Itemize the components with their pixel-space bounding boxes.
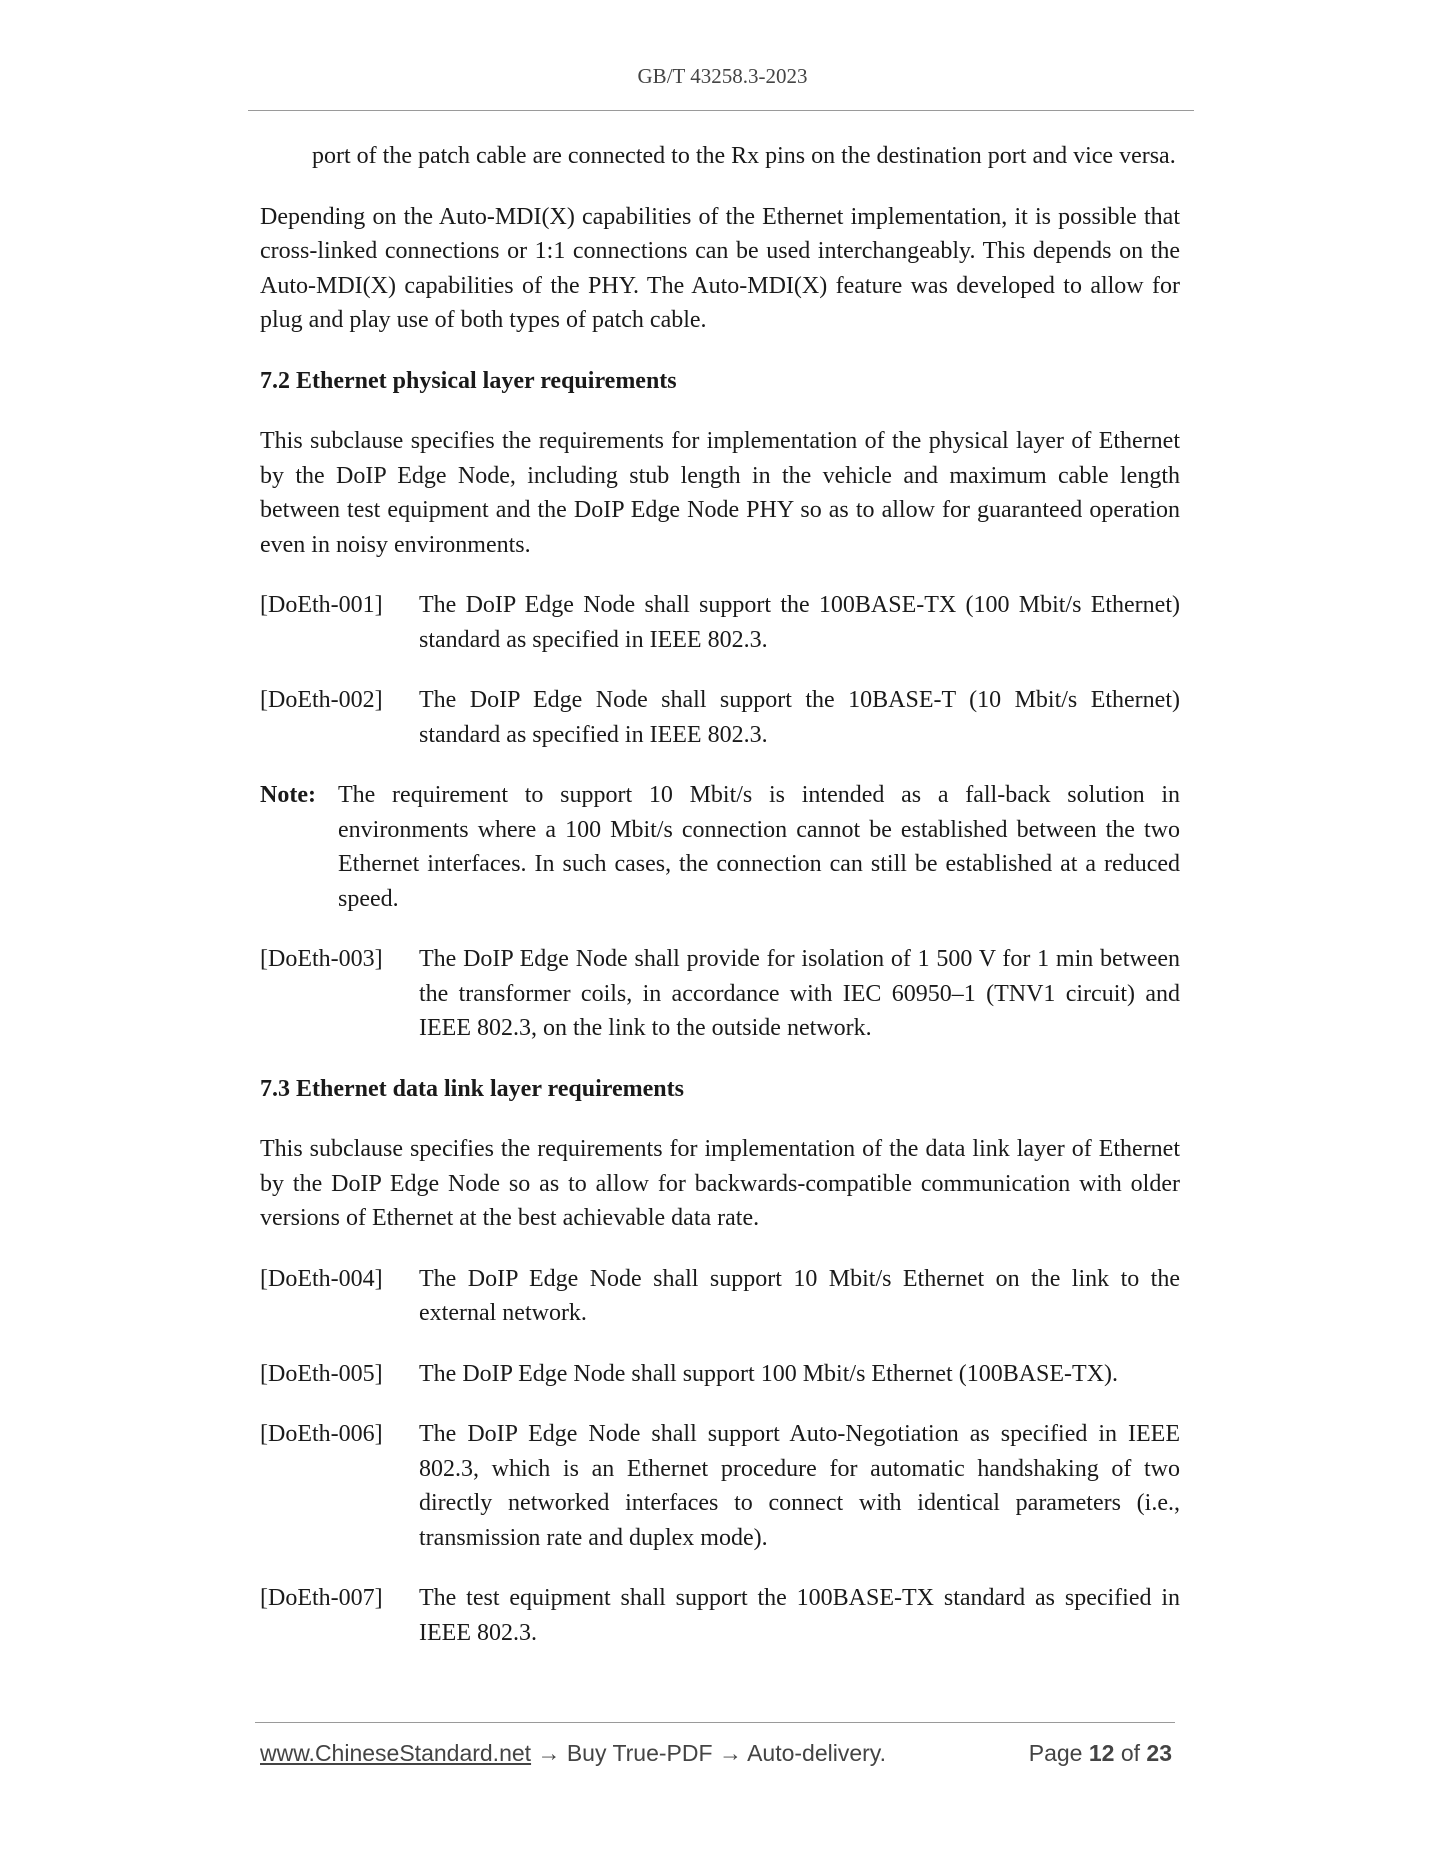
- arrow-icon: →: [718, 1740, 742, 1766]
- requirement-text: The DoIP Edge Node shall provide for isolation of 1 500 V for 1 min between the transformer coils, in accordance with IEC 60950–1 (TNV1 circuit) and IEEE 802.3, on the link to the outside network.: [419, 946, 1180, 1041]
- page-indicator: [1029, 1740, 1172, 1767]
- requirement-text: The DoIP Edge Node shall support the 10BASE-T (10 Mbit/s Ethernet) standard as specified in IEEE 802.3.: [419, 687, 1180, 748]
- requirement-doeth-003: [260, 942, 1180, 1046]
- requirement-text: The DoIP Edge Node shall support 100 Mbit/s Ethernet (100BASE-TX).: [419, 1360, 1119, 1387]
- requirement-text: The DoIP Edge Node shall support Auto-Negotiation as specified in IEEE 802.3, which is an Ethernet procedure for automatic handshaking of two directly networked interfaces to connect with identical parameters (i.e., transmission rate and duplex mode).: [419, 1421, 1180, 1551]
- continuation-paragraph: port of the patch cable are connected to the Rx pins on the destination port and vice versa.: [312, 143, 1176, 169]
- requirement-doeth-005: [260, 1357, 1180, 1392]
- section-7-3-intro: This subclause specifies the requirements for implementation of the data link layer of Ethernet by the DoIP Edge Node so as to allow for backwards-compatible communication with older versions of Ethernet at the best achievable data rate.: [260, 1136, 1180, 1231]
- header-divider: [248, 110, 1194, 111]
- requirement-id: [DoEth-005]: [260, 1360, 383, 1387]
- requirement-text: The DoIP Edge Node shall support 10 Mbit/s Ethernet on the link to the external network.: [419, 1265, 1180, 1326]
- section-7-3-heading: 7.3 Ethernet data link layer requirements: [260, 1075, 684, 1102]
- requirement-doeth-004: [260, 1262, 1180, 1331]
- requirement-id: [DoEth-003]: [260, 946, 383, 972]
- auto-delivery-text: Auto-delivery.: [747, 1740, 886, 1766]
- of-label: of: [1120, 1740, 1141, 1766]
- requirement-id: [DoEth-006]: [260, 1421, 383, 1447]
- requirement-id: [DoEth-004]: [260, 1265, 383, 1292]
- requirement-doeth-001: [260, 588, 1180, 657]
- note-text: The requirement to support 10 Mbit/s is intended as a fall-back solution in environments where a 100 Mbit/s connection cannot be established between the two Ethernet interfaces. In such cases, the connection can still be established at a reduced speed.: [338, 782, 1180, 912]
- note-block: [260, 778, 1180, 916]
- document-id-header: GB/T 43258.3-2023: [637, 64, 808, 88]
- requirement-doeth-007: [260, 1581, 1180, 1650]
- requirement-id: [DoEth-007]: [260, 1585, 383, 1611]
- note-label: Note:: [260, 782, 316, 808]
- page-label: Page: [1028, 1740, 1083, 1766]
- requirement-text: The DoIP Edge Node shall support the 100BASE-TX (100 Mbit/s Ethernet) standard as specified in IEEE 802.3.: [419, 592, 1180, 653]
- section-7-2-intro: This subclause specifies the requirements for implementation of the physical layer of Ethernet by the DoIP Edge Node, including stub length in the vehicle and maximum cable length between test equipment and the DoIP Edge Node PHY so as to allow for guaranteed operation even in noisy environments.: [260, 428, 1180, 558]
- requirement-doeth-006: [260, 1417, 1180, 1555]
- page-footer: [260, 1740, 1172, 1767]
- footer-divider: [255, 1722, 1175, 1723]
- site-link[interactable]: www.ChineseStandard.net: [260, 1740, 532, 1766]
- arrow-icon: →: [537, 1740, 561, 1766]
- section-7-2-heading: 7.2 Ethernet physical layer requirements: [260, 367, 677, 394]
- page-current: 12: [1088, 1740, 1115, 1766]
- requirement-text: The test equipment shall support the 100BASE-TX standard as specified in IEEE 802.3.: [419, 1585, 1180, 1646]
- requirement-id: [DoEth-001]: [260, 592, 383, 618]
- buy-pdf-text: Buy True-PDF: [566, 1740, 713, 1766]
- requirement-id: [DoEth-002]: [260, 687, 383, 713]
- auto-mdi-paragraph: Depending on the Auto-MDI(X) capabilities of the Ethernet implementation, it is possible that cross-linked connections or 1:1 connections can be used interchangeably. This depends on the Auto-MDI(X) capabilities of the PHY. The Auto-MDI(X) feature was developed to allow for plug and play use of both types of patch cable.: [260, 203, 1180, 333]
- page-total: 23: [1146, 1740, 1172, 1766]
- page-body: [260, 139, 1180, 1650]
- requirement-doeth-002: [260, 683, 1180, 752]
